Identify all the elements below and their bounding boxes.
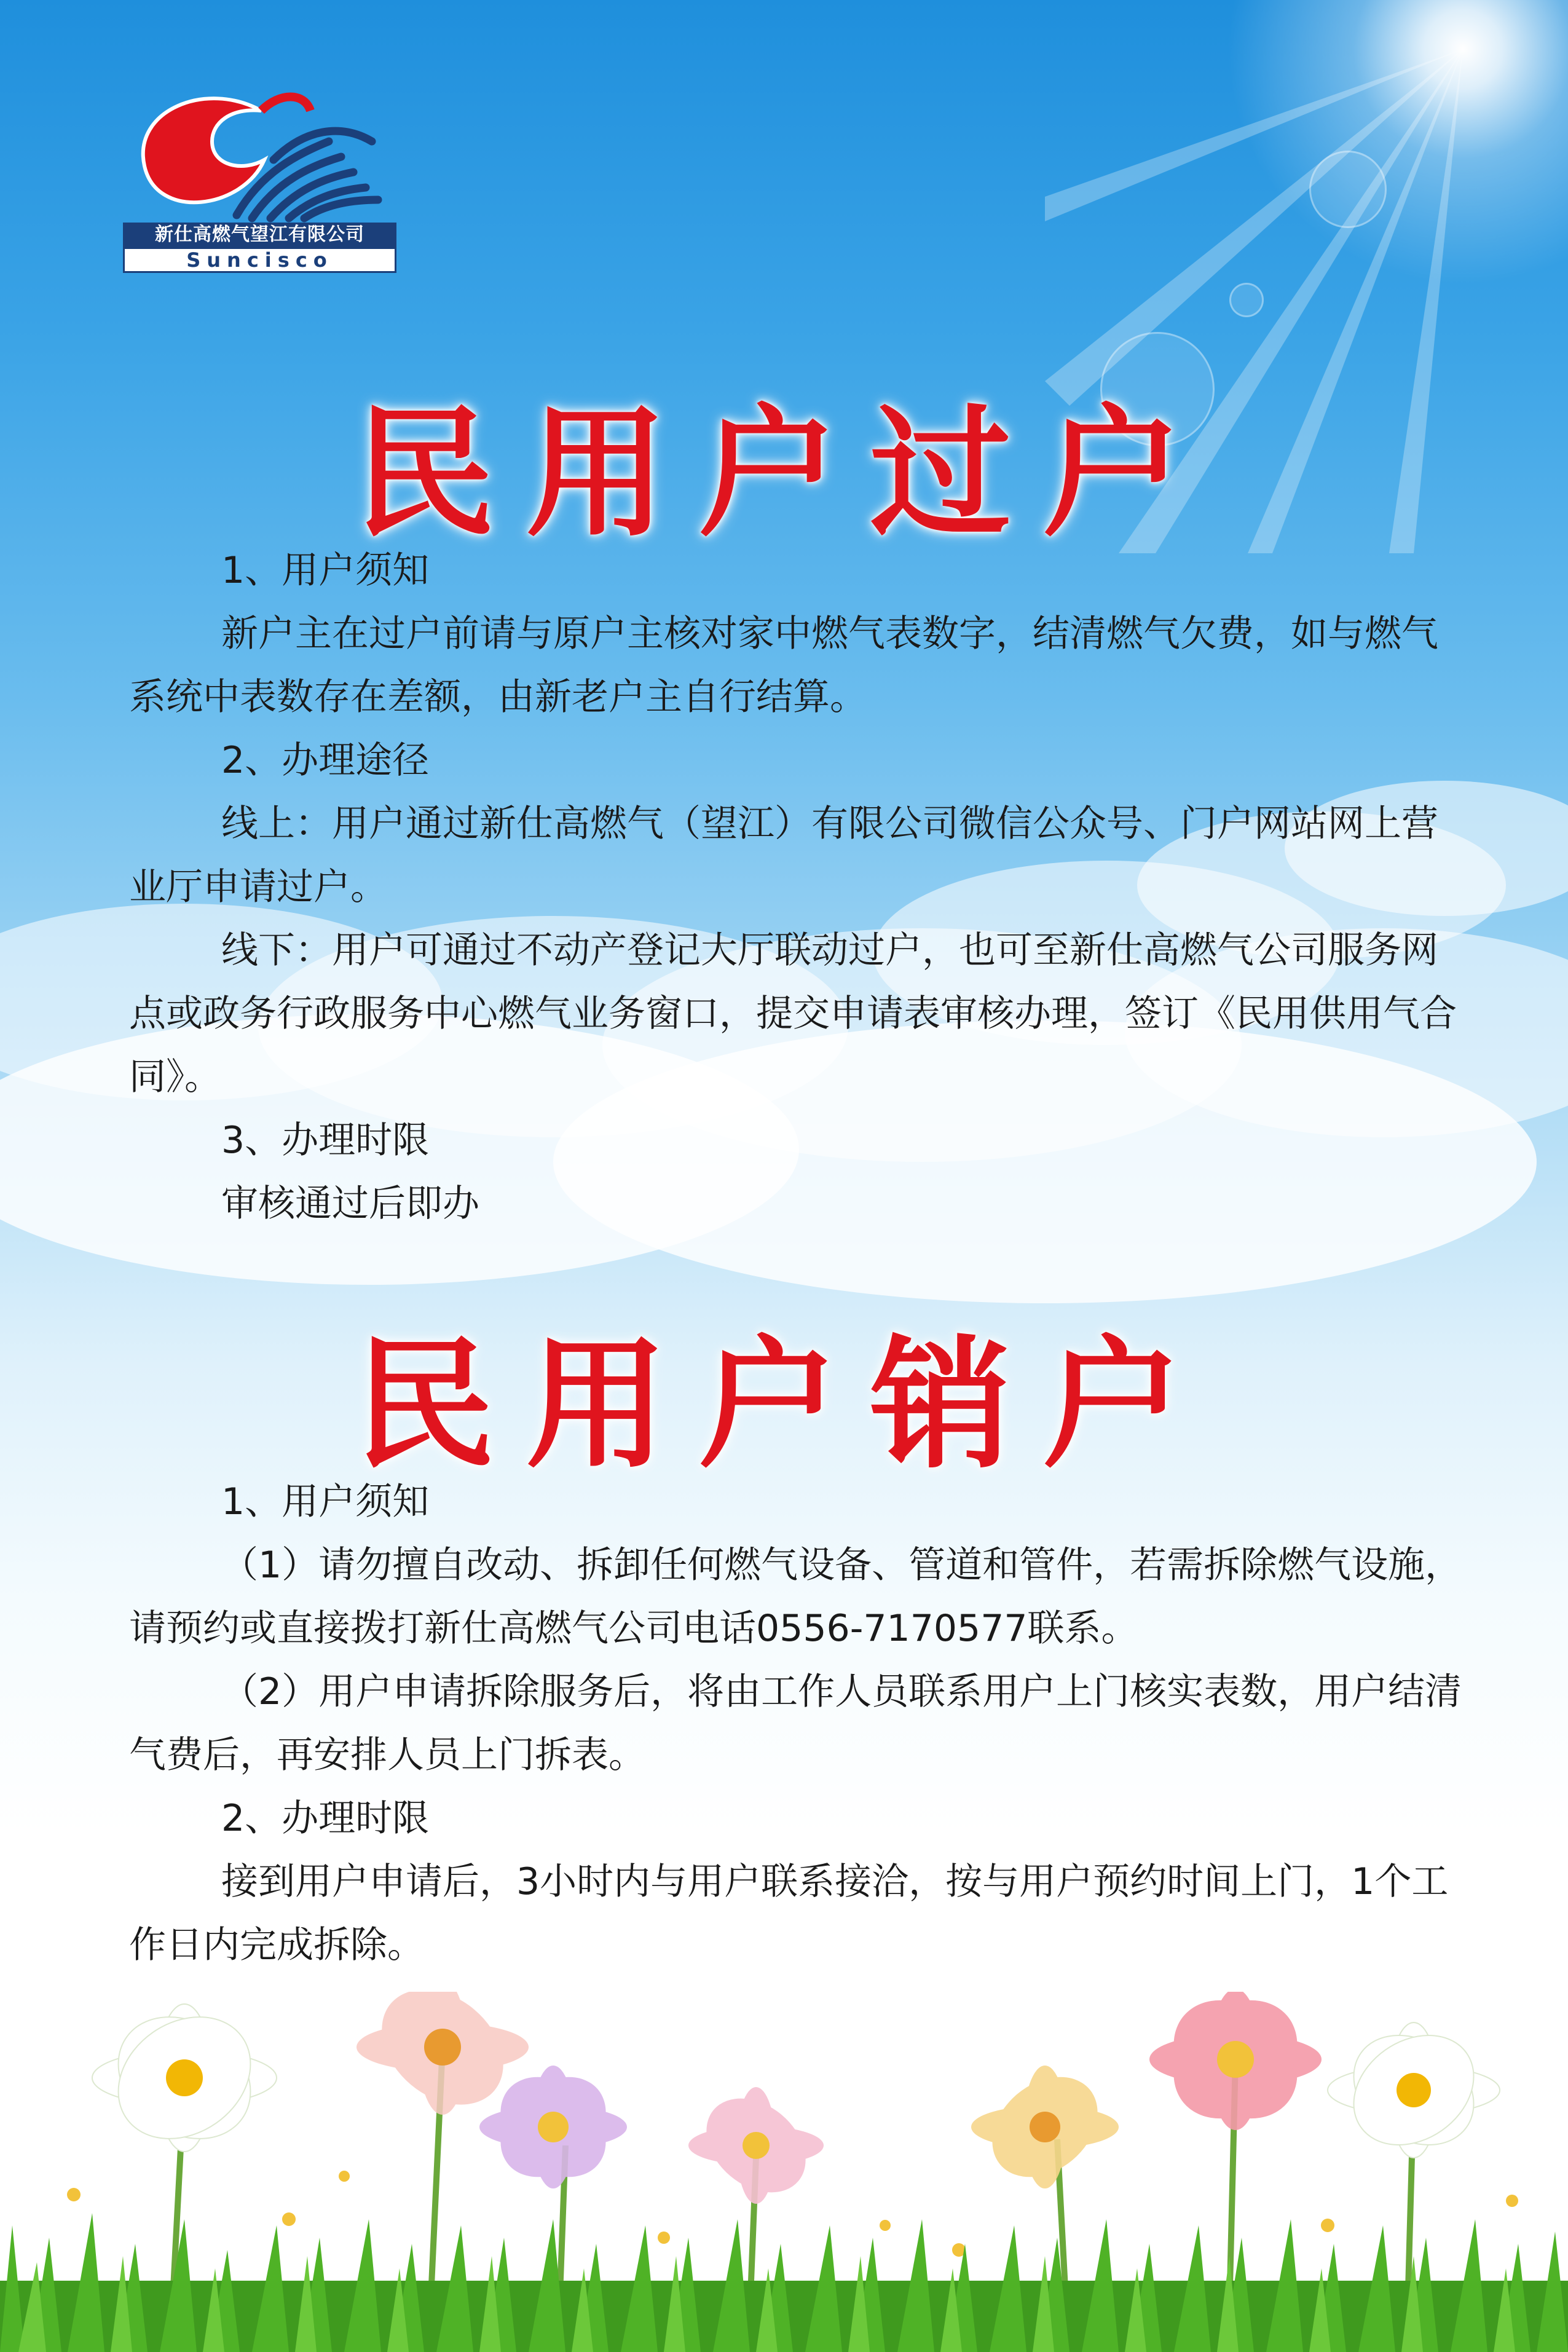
sun-glow: [1186, 0, 1568, 326]
flower-icon: [971, 2056, 1119, 2197]
section2-notice-item2: （2）用户申请拆除服务后，将由工作人员联系用户上门核实表数，用户结清气费后，再安排人员上门拆表。: [129, 1670, 1462, 1777]
flower-icon: [1149, 1992, 1322, 2143]
section1-body: [129, 539, 1469, 1236]
lens-flare: [1229, 283, 1264, 317]
section2-time-text: 接到用户申请后，3小时内与用户联系接洽，按与用户预约时间上门，1个工作日内完成拆除。: [129, 1860, 1449, 1967]
section2-notice-item1: （1）请勿擅自改动、拆卸任何燃气设备、管道和管件，若需拆除燃气设施，请预约或直接拨打新仕高燃气公司电话0556-7170577联系。: [129, 1544, 1462, 1650]
daisy-icon: [92, 1992, 277, 2163]
section1-offline-text: 线下：用户可通过不动产登记大厅联动过户，也可至新仕高燃气公司服务网点或政务行政服务中心燃气业务窗口，提交申请表审核办理，签订《民用供用气合同》。: [129, 929, 1457, 1099]
section1-title: 民用户过户: [353, 390, 1215, 556]
company-name-cn: 新仕高燃气望江有限公司: [123, 223, 396, 247]
section1-time-text: 审核通过后即办: [221, 1182, 479, 1225]
daisy-icon: [1328, 2013, 1500, 2168]
flower-icon: [479, 2056, 627, 2197]
section2-body: [129, 1470, 1469, 1977]
flowers-and-grass: [0, 1992, 1568, 2352]
section2-heading-notice: 1、用户须知: [221, 1480, 430, 1523]
company-name-en: Suncisco: [123, 247, 396, 273]
lens-flare: [1309, 151, 1387, 228]
section1-heading-time: 3、办理时限: [221, 1119, 430, 1162]
section2-heading-time: 2、办理时限: [221, 1797, 430, 1840]
section2-title: 民用户销户: [353, 1322, 1215, 1488]
section1-heading-notice: 1、用户须知: [221, 549, 430, 592]
section1-heading-channels: 2、办理途径: [221, 739, 430, 782]
flower-icon: [688, 2079, 824, 2211]
section1-online-text: 线上：用户通过新仕高燃气（望江）有限公司微信公众号、门户网站网上营业厅申请过户。: [129, 802, 1438, 909]
section1-notice-text: 新户主在过户前请与原户主核对家中燃气表数字，结清燃气欠费，如与燃气系统中表数存在差额，由新老户主自行结算。: [129, 612, 1438, 719]
